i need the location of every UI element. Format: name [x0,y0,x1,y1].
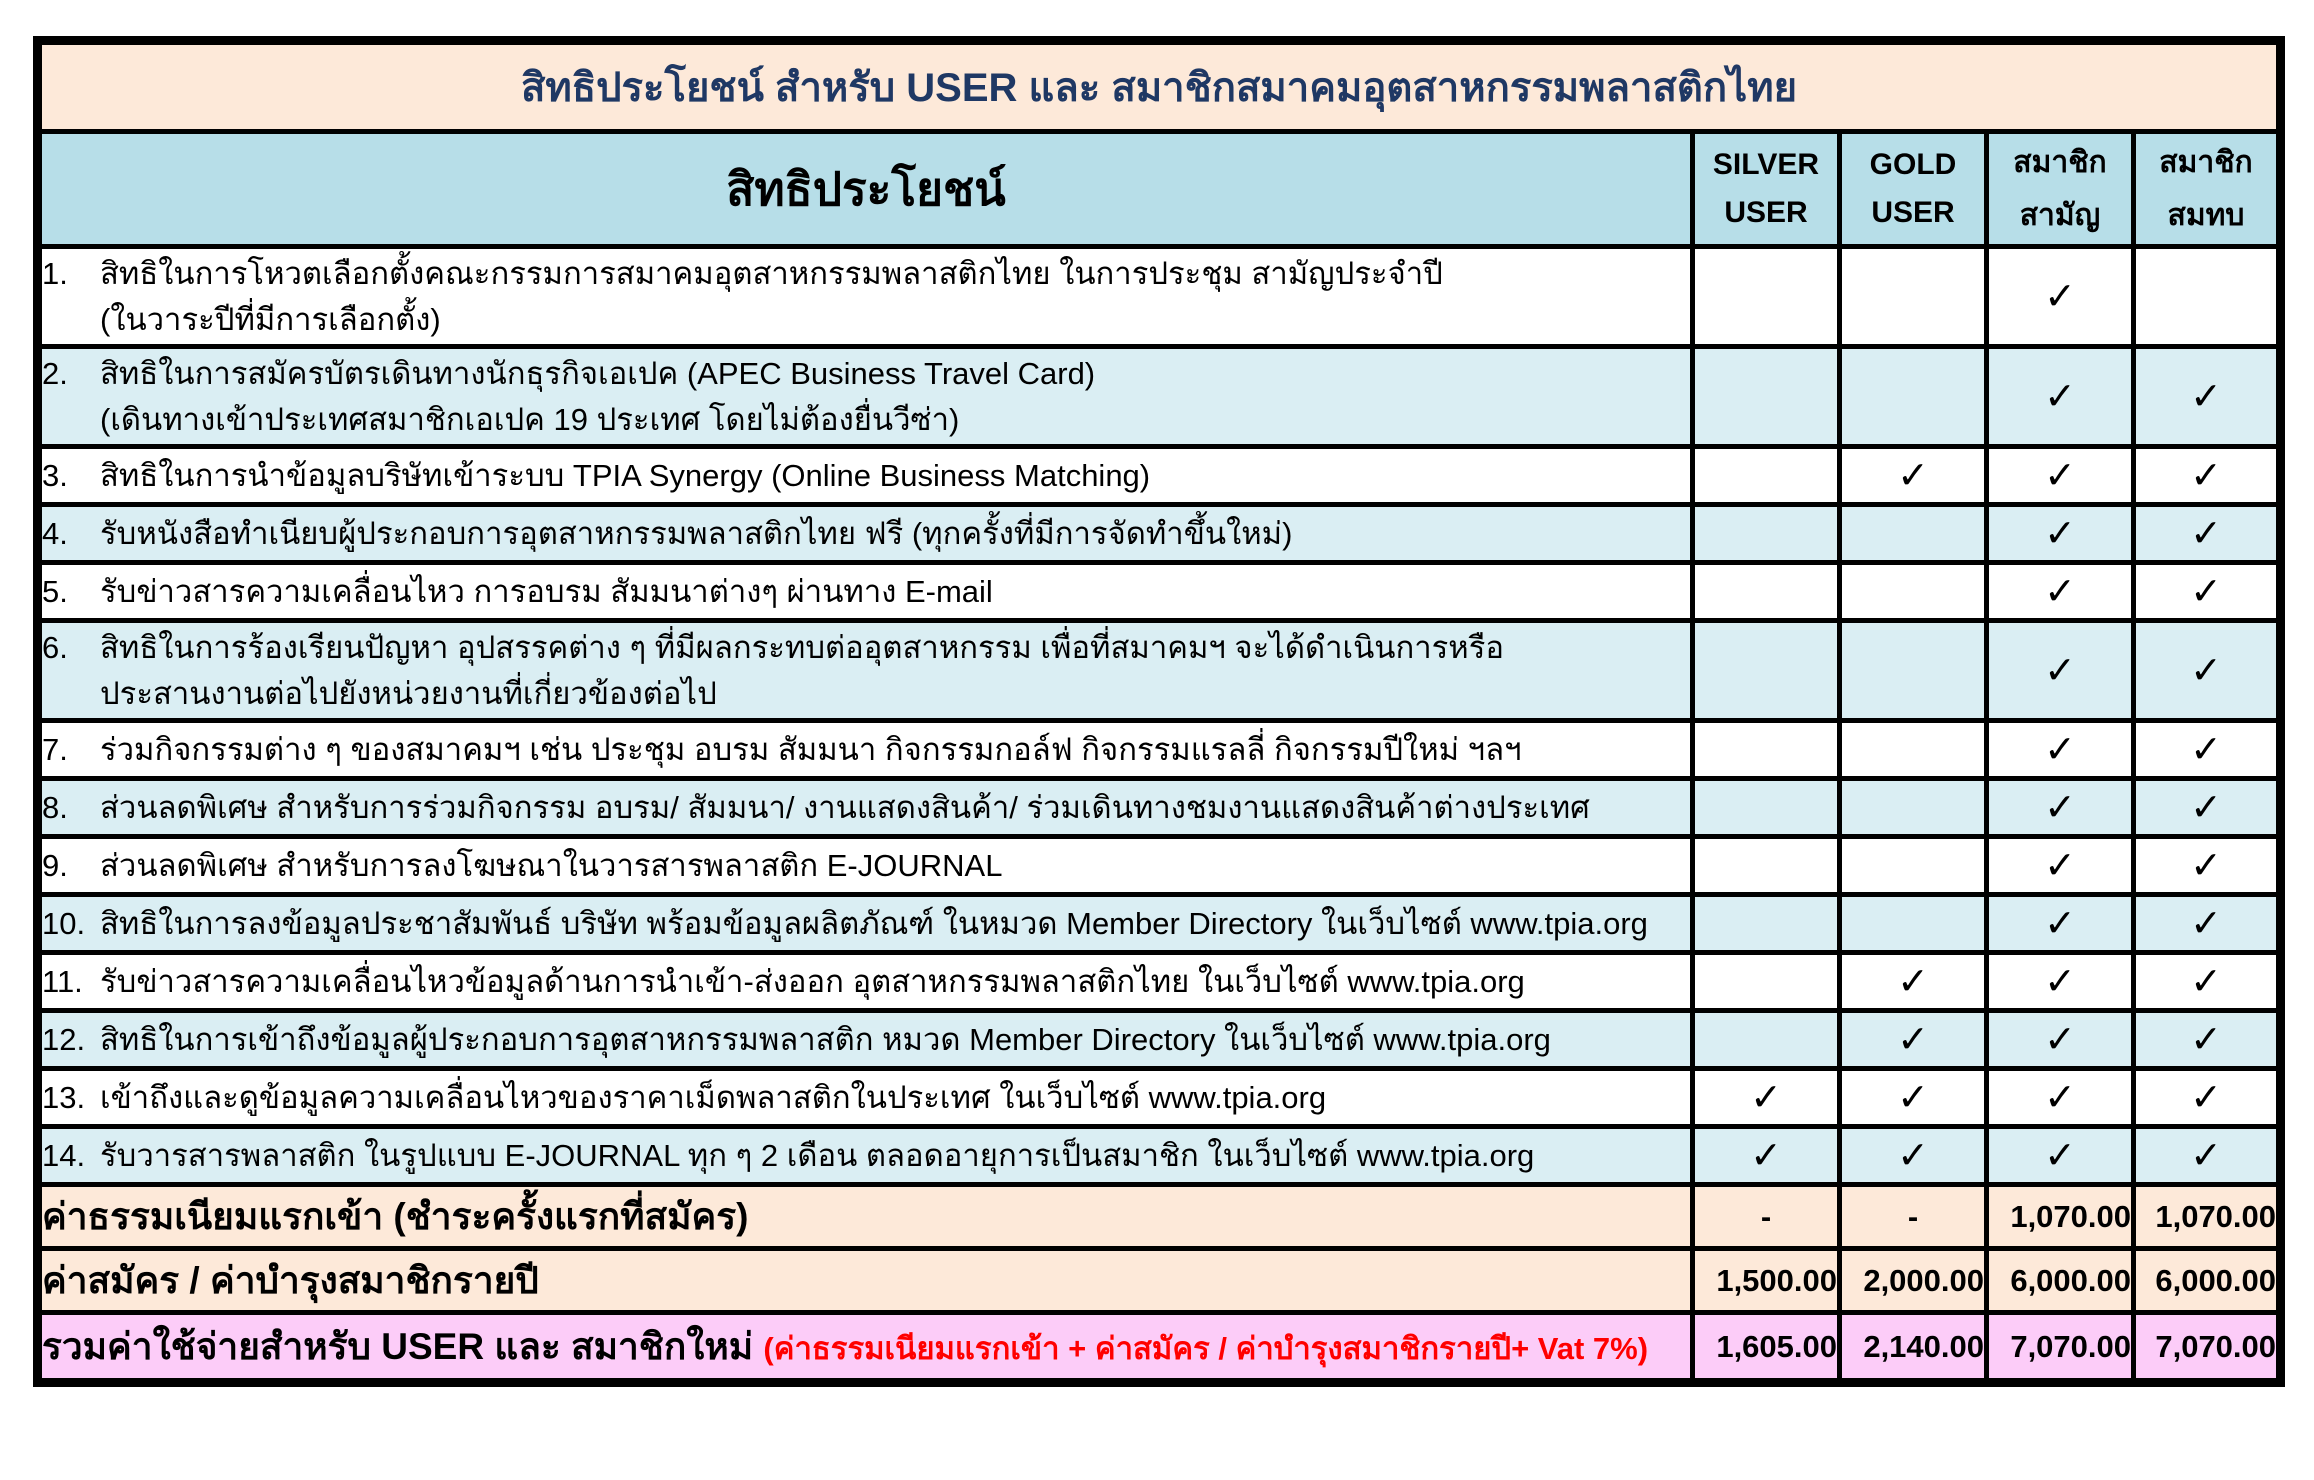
header-row [38,132,2281,247]
checkmark-cell: ✓ [1840,1011,1987,1069]
benefit-cell [38,247,1693,347]
checkmark-cell: ✓ [1987,895,2134,953]
benefit-text-continued: (เดินทางเข้าประเทศสมาชิกเอเปค 19 ประเทศ โดยไม่ต้องยื่นวีซ่า) [100,401,960,437]
checkmark-cell: ✓ [1987,721,2134,779]
checkmark-cell: ✓ [1987,1069,2134,1127]
checkmark-cell: ✓ [2134,837,2281,895]
checkmark-cell: ✓ [1840,447,1987,505]
fee-row [38,1185,2281,1249]
fee-value: - [1840,1185,1987,1249]
benefit-text: สิทธิในการสมัครบัตรเดินทางนักธุรกิจเอเปค (APEC Business Travel Card) [100,355,1096,391]
total-value: 7,070.00 [2134,1313,2281,1383]
total-label [38,1313,1693,1383]
fee-rows [38,1185,2281,1383]
benefit-number: 7. [42,731,68,767]
checkmark-cell: ✓ [2134,347,2281,447]
benefit-line [42,785,1690,831]
checkmark-cell: ✓ [2134,779,2281,837]
column-header-associate-member [2134,132,2281,247]
checkmark-cell: ✓ [1987,563,2134,621]
benefit-line [42,351,1690,397]
benefit-cell [38,779,1693,837]
benefit-row [38,621,2281,721]
benefit-text: รับข่าวสารความเคลื่อนไหว การอบรม สัมมนาต่างๆ ผ่านทาง E-mail [100,573,993,609]
benefit-cell [38,505,1693,563]
benefit-text: สิทธิในการลงข้อมูลประชาสัมพันธ์ บริษัท พร้อมข้อมูลผลิตภัณฑ์ ในหมวด Member Directory ในเว็บไซต์ www.tpia.org [100,905,1648,941]
benefit-cell [38,621,1693,721]
benefit-number: 2. [42,355,68,391]
empty-cell [1693,721,1840,779]
benefit-text: ส่วนลดพิเศษ สำหรับการร่วมกิจกรรม อบรม/ สัมมนา/ งานแสดงสินค้า/ ร่วมเดินทางชมงานแสดงสินค้าต่างประเทศ [100,789,1590,825]
empty-cell [1693,505,1840,563]
benefit-line [42,1133,1690,1179]
benefit-row [38,895,2281,953]
column-header-line: USER [1871,196,1955,229]
empty-cell [1840,505,1987,563]
benefit-text: สิทธิในการโหวตเลือกตั้งคณะกรรมการสมาคมอุตสาหกรรมพลาสติกไทย ในการประชุม สามัญประจำปี [100,255,1443,291]
fee-value: 1,070.00 [2134,1185,2281,1249]
benefit-row [38,721,2281,779]
empty-cell [1693,1011,1840,1069]
checkmark-cell: ✓ [2134,621,2281,721]
column-header-silver-user [1693,132,1840,247]
empty-cell [1693,347,1840,447]
benefit-line [42,727,1690,773]
benefit-number: 12. [42,1021,86,1057]
benefit-text: รับหนังสือทำเนียบผู้ประกอบการอุตสาหกรรมพลาสติกไทย ฟรี (ทุกครั้งที่มีการจัดทำขึ้นใหม่) [100,515,1293,551]
checkmark-cell: ✓ [1987,505,2134,563]
total-row [38,1313,2281,1383]
checkmark-cell: ✓ [1987,621,2134,721]
benefit-row [38,953,2281,1011]
checkmark-cell: ✓ [2134,953,2281,1011]
benefit-row [38,779,2281,837]
empty-cell [2134,247,2281,347]
benefit-number: 4. [42,515,68,551]
checkmark-cell: ✓ [1987,1127,2134,1185]
benefit-row [38,1069,2281,1127]
checkmark-cell: ✓ [1693,1069,1840,1127]
fee-value: - [1693,1185,1840,1249]
column-header-ordinary-member [1987,132,2134,247]
checkmark-cell: ✓ [1840,1069,1987,1127]
benefit-line [42,1075,1690,1121]
empty-cell [1840,621,1987,721]
benefit-text-continued: ประสานงานต่อไปยังหน่วยงานที่เกี่ยวข้องต่อไป [100,675,717,711]
empty-cell [1840,779,1987,837]
checkmark-cell: ✓ [2134,1069,2281,1127]
empty-cell [1840,837,1987,895]
benefit-cell [38,953,1693,1011]
benefit-cell [38,563,1693,621]
benefit-number: 14. [42,1137,86,1173]
benefit-line [42,959,1690,1005]
column-header-gold-user [1840,132,1987,247]
column-header-line: สามัญ [2019,198,2101,232]
benefit-row [38,247,2281,347]
benefit-text: รับวารสารพลาสติก ในรูปแบบ E-JOURNAL ทุก ๆ 2 เดือน ตลอดอายุการเป็นสมาชิก ในเว็บไซต์ www.tpia.org [100,1137,1535,1173]
benefit-number: 3. [42,457,68,493]
benefit-text: ส่วนลดพิเศษ สำหรับการลงโฆษณาในวารสารพลาสติก E-JOURNAL [100,847,1003,883]
total-value: 2,140.00 [1840,1313,1987,1383]
benefit-line [42,453,1690,499]
benefit-cell [38,895,1693,953]
column-header-line: สมาชิก [2159,146,2253,180]
benefit-row [38,447,2281,505]
benefit-rows [38,247,2281,1185]
empty-cell [1693,837,1840,895]
benefit-number: 8. [42,789,68,825]
benefit-cell [38,837,1693,895]
benefits-table [33,36,2285,1387]
benefit-number: 6. [42,629,68,665]
checkmark-cell: ✓ [1987,1011,2134,1069]
benefit-row [38,505,2281,563]
benefit-line [42,901,1690,947]
checkmark-cell: ✓ [1840,1127,1987,1185]
total-label-text: รวมค่าใช้จ่ายสำหรับ USER และ สมาชิกใหม่ [42,1326,764,1367]
fee-value: 6,000.00 [2134,1249,2281,1313]
benefit-number: 5. [42,573,68,609]
checkmark-cell: ✓ [2134,1127,2281,1185]
empty-cell [1693,953,1840,1011]
benefit-text: ร่วมกิจกรรมต่าง ๆ ของสมาคมฯ เช่น ประชุม อบรม สัมมนา กิจกรรมกอล์ฟ กิจกรรมแรลลี่ กิจกรรมปีใหม่ ฯลฯ [100,731,1522,767]
total-value: 1,605.00 [1693,1313,1840,1383]
empty-cell [1693,247,1840,347]
benefit-text: รับข่าวสารความเคลื่อนไหวข้อมูลด้านการนำเข้า-ส่งออก อุตสาหกรรมพลาสติกไทย ในเว็บไซต์ www.tpia.org [100,963,1525,999]
benefit-row [38,837,2281,895]
empty-cell [1840,721,1987,779]
fee-value: 1,500.00 [1693,1249,1840,1313]
benefit-cell [38,1069,1693,1127]
benefit-text: เข้าถึงและดูข้อมูลความเคลื่อนไหวของราคาเม็ดพลาสติกในประเทศ ในเว็บไซต์ www.tpia.org [100,1079,1327,1115]
checkmark-cell: ✓ [1987,347,2134,447]
checkmark-cell: ✓ [2134,1011,2281,1069]
benefit-cell [38,1011,1693,1069]
empty-cell [1840,247,1987,347]
fee-row [38,1249,2281,1313]
benefit-text: สิทธิในการนำข้อมูลบริษัทเข้าระบบ TPIA Synergy (Online Business Matching) [100,457,1151,493]
benefit-line [42,843,1690,889]
fee-label: ค่าธรรมเนียมแรกเข้า (ชำระครั้งแรกที่สมัคร) [38,1185,1693,1249]
empty-cell [1693,779,1840,837]
checkmark-cell: ✓ [2134,721,2281,779]
benefit-cell [38,721,1693,779]
total-label-note: (ค่าธรรมเนียมแรกเข้า + ค่าสมัคร / ค่าบำรุงสมาชิกรายปี+ Vat 7%) [763,1331,1649,1366]
empty-cell [1840,563,1987,621]
column-header-line: USER [1724,196,1808,229]
benefit-number: 10. [42,905,86,941]
empty-cell [1840,895,1987,953]
checkmark-cell: ✓ [1987,247,2134,347]
benefit-text: สิทธิในการเข้าถึงข้อมูลผู้ประกอบการอุตสาหกรรมพลาสติก หมวด Member Directory ในเว็บไซต์ www.tpia.org [100,1021,1551,1057]
fee-value: 1,070.00 [1987,1185,2134,1249]
checkmark-cell: ✓ [2134,447,2281,505]
empty-cell [1840,347,1987,447]
benefit-line [42,569,1690,615]
fee-value: 2,000.00 [1840,1249,1987,1313]
empty-cell [1693,621,1840,721]
column-header-benefits: สิทธิประโยชน์ [38,132,1693,247]
column-header-line: GOLD [1869,148,1957,181]
benefit-cell [38,1127,1693,1185]
checkmark-cell: ✓ [1693,1127,1840,1185]
benefit-text: สิทธิในการร้องเรียนปัญหา อุปสรรคต่าง ๆ ที่มีผลกระทบต่ออุตสาหกรรม เพื่อที่สมาคมฯ จะได้ดำเนินการหรือ [100,629,1505,665]
benefit-number: 9. [42,847,68,883]
benefit-text-continued: (ในวาระปีที่มีการเลือกตั้ง) [100,301,441,337]
benefit-row [38,347,2281,447]
page-title: สิทธิประโยชน์ สำหรับ USER และ สมาชิกสมาคมอุตสาหกรรมพลาสติกไทย [38,41,2281,132]
empty-cell [1693,895,1840,953]
benefit-cell [38,347,1693,447]
fee-value: 6,000.00 [1987,1249,2134,1313]
column-header-line: สมทบ [2167,198,2245,232]
empty-cell [1693,563,1840,621]
benefit-number: 11. [42,963,83,999]
column-header-line: สมาชิก [2013,146,2107,180]
benefit-row [38,1127,2281,1185]
benefit-line [42,1017,1690,1063]
benefit-row [38,1011,2281,1069]
empty-cell [1693,447,1840,505]
benefit-line [42,625,1690,671]
benefit-line [42,511,1690,557]
total-value: 7,070.00 [1987,1313,2134,1383]
title-row [38,41,2281,132]
checkmark-cell: ✓ [2134,563,2281,621]
checkmark-cell: ✓ [1987,837,2134,895]
fee-label: ค่าสมัคร / ค่าบำรุงสมาชิกรายปี [38,1249,1693,1313]
benefit-cell [38,447,1693,505]
benefit-line [42,251,1690,297]
checkmark-cell: ✓ [2134,505,2281,563]
checkmark-cell: ✓ [1840,953,1987,1011]
checkmark-cell: ✓ [1987,953,2134,1011]
benefit-row [38,563,2281,621]
benefit-number: 13. [42,1079,86,1115]
column-header-line: SILVER [1712,148,1820,181]
checkmark-cell: ✓ [1987,779,2134,837]
checkmark-cell: ✓ [2134,895,2281,953]
benefit-number: 1. [42,255,68,291]
checkmark-cell: ✓ [1987,447,2134,505]
